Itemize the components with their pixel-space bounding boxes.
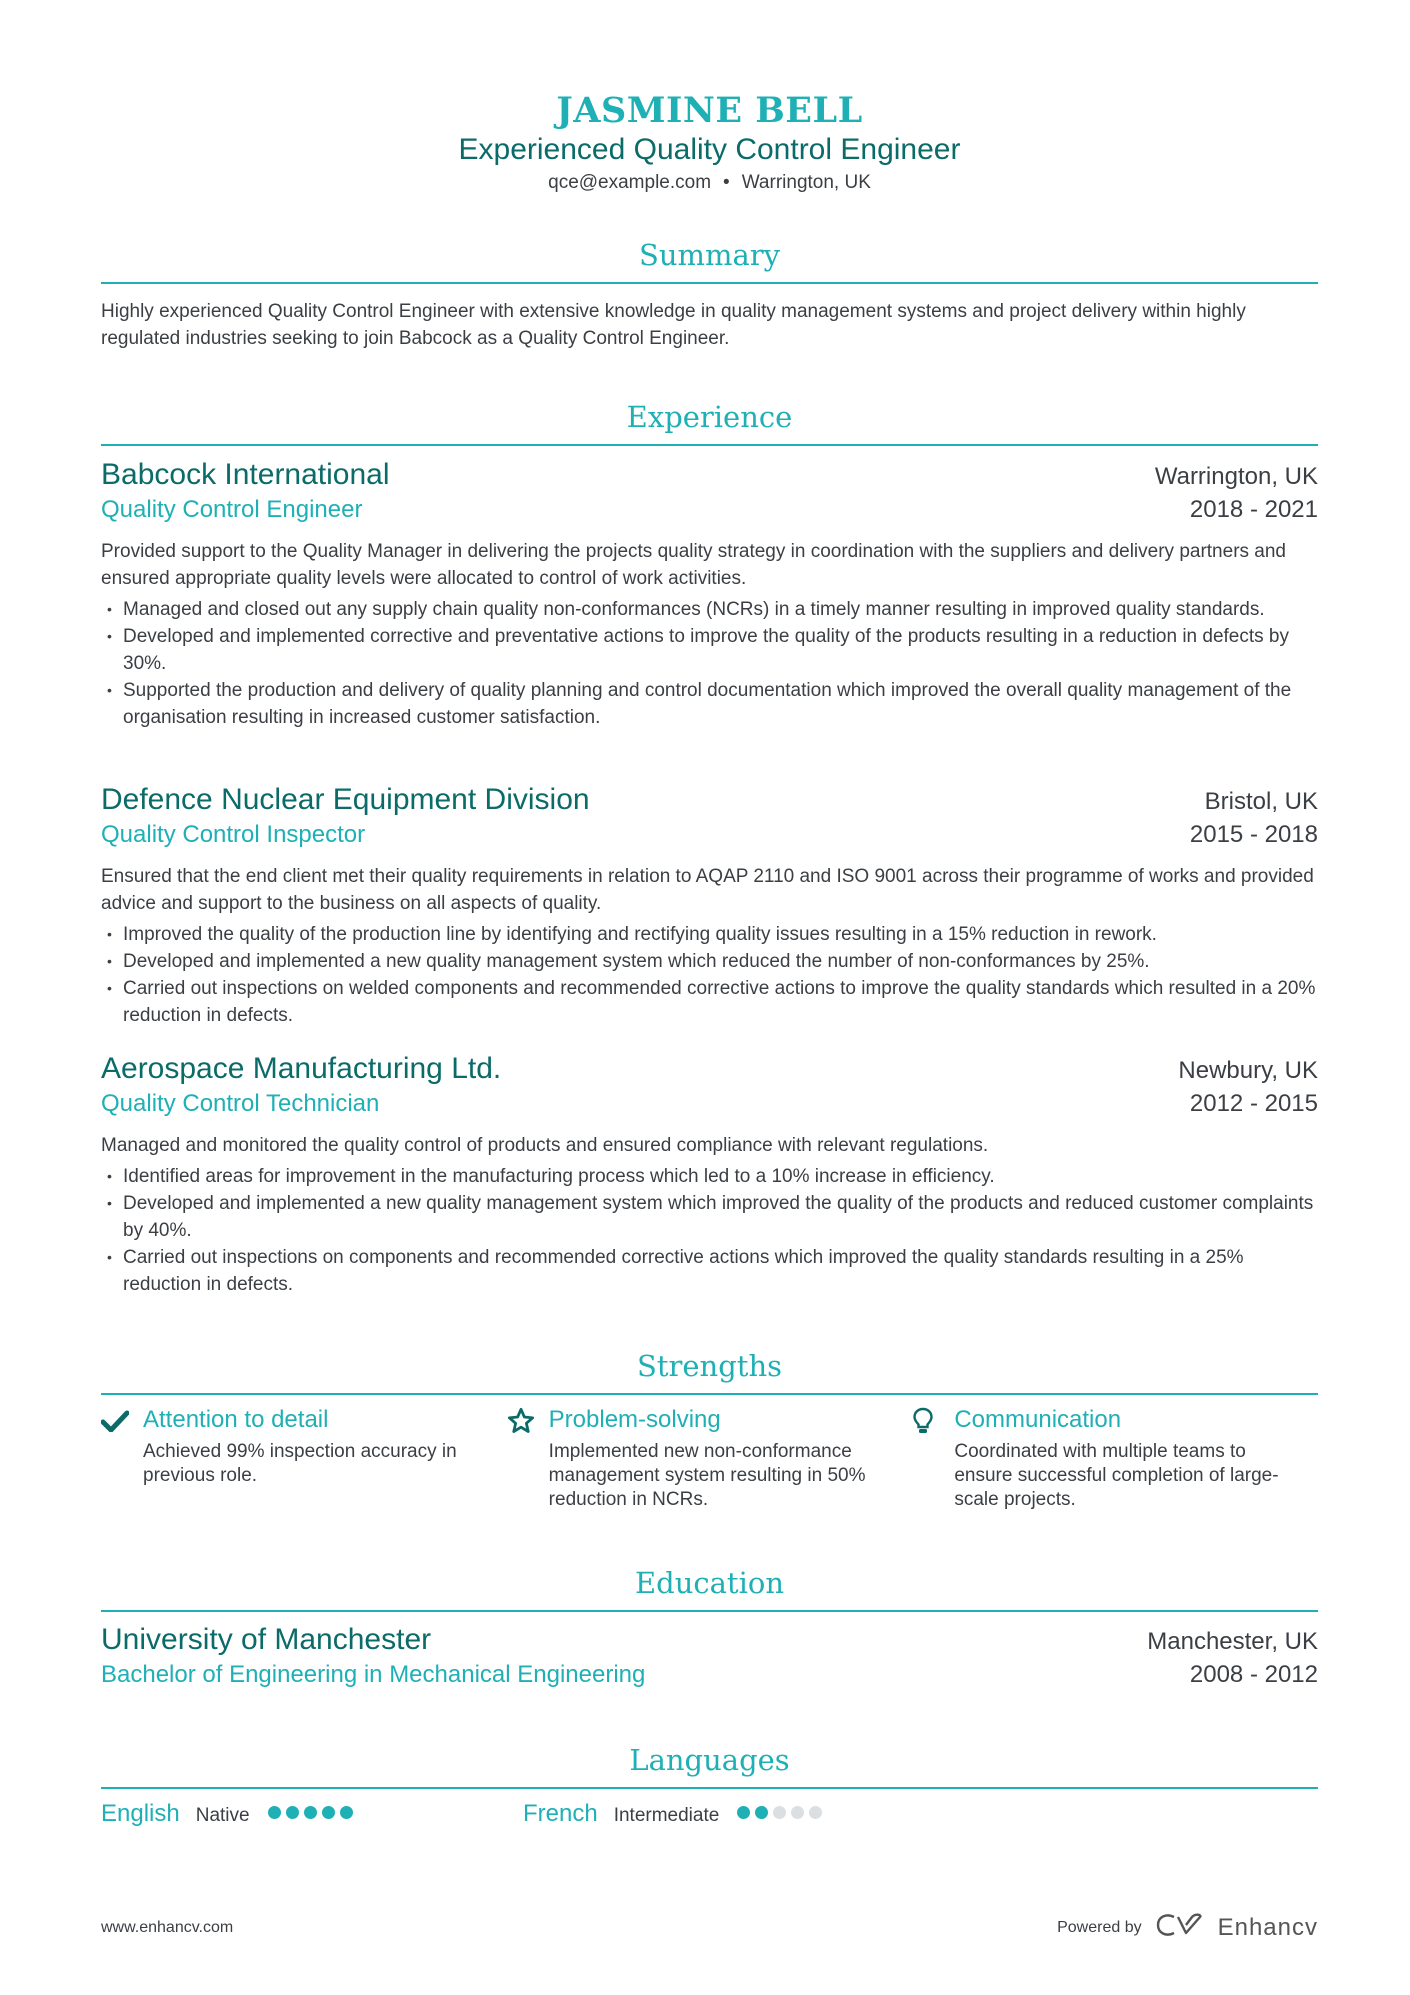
achievement-item: • Developed and implemented a new quality management system which improved the quality of the products and reduced customer complaints by 40%. [101,1190,1318,1244]
email-link[interactable]: qce@example.com [548,172,712,193]
dot-filled-icon [737,1806,750,1819]
strength-title: Problem-solving [548,1406,721,1433]
bullet-icon: • [107,980,112,996]
job-role: Quality Control Engineer [101,496,363,523]
strength-item [101,1406,507,1512]
star-icon [507,1406,549,1436]
section-heading-summary: Summary [638,238,781,272]
school-location: Manchester, UK [1147,1628,1318,1655]
bullet-icon: • [107,601,112,617]
bullet-icon: • [107,1195,112,1211]
section-divider [101,444,1318,446]
strength-title: Attention to detail [143,1406,329,1433]
achievement-item: • Carried out inspections on components and recommended corrective actions which improved the quality standards resulting in a 25% reduction in defects. [101,1244,1318,1298]
language-item [523,1800,945,1828]
achievement-item: • Improved the quality of the production line by identifying and rectifying quality issues resulting in a 15% reduction in rework. [101,921,1318,948]
achievement-item: • Developed and implemented a new quality management system which reduced the number of non-conformances by 25%. [101,948,1318,975]
experience-entry [101,783,1318,1029]
achievement-list [101,1163,1318,1298]
strength-item [507,1406,913,1512]
summary-text: Highly experienced Quality Control Engineer with extensive knowledge in quality management systems and project delivery within highly regulated industries seeking to join Babcock as a Quality Control Engineer. [101,301,1246,349]
achievement-list [101,921,1318,1029]
bullet-icon: • [107,682,112,698]
degree-name: Bachelor of Engineering in Mechanical Engineering [101,1661,646,1688]
section-divider [101,282,1318,284]
education-entry [101,1623,1318,1697]
separator-dot: • [723,172,730,193]
powered-by-label: Powered by [1057,1918,1142,1936]
job-dates: 2012 - 2015 [1189,1090,1318,1117]
job-dates: 2018 - 2021 [1189,496,1318,523]
dot-empty-icon [791,1806,804,1819]
achievement-item: • Supported the production and delivery of quality planning and control documentation which improved the overall quality management of the organisation resulting in increased customer satisfaction. [101,677,1318,731]
bullet-icon: • [107,628,112,644]
dot-filled-icon [755,1806,768,1819]
company-name: Defence Nuclear Equipment Division [101,783,590,816]
achievement-list [101,596,1318,731]
strength-description: Achieved 99% inspection accuracy in previous role. [143,1441,457,1486]
contact-line [101,172,1318,194]
website-link[interactable]: www.enhancv.com [101,1918,234,1936]
experience-entry [101,458,1318,731]
lightbulb-icon [912,1406,954,1436]
candidate-title: Experienced Quality Control Engineer [458,133,961,166]
job-role: Quality Control Inspector [101,821,366,848]
languages-list [101,1800,1318,1828]
bullet-icon: • [107,953,112,969]
dot-filled-icon [268,1806,281,1819]
section-divider [101,1393,1318,1395]
job-description: Ensured that the end client met their quality requirements in relation to AQAP 2110 and ISO 9001 across their programme of works and provided advice and support to the business on all aspects of quality. [101,866,1314,914]
achievement-item: • Identified areas for improvement in the manufacturing process which led to a 10% increase in efficiency. [101,1163,1318,1190]
strength-description: Implemented new non-conformance management system resulting in 50% reduction in NCRs. [548,1441,866,1510]
language-name: English [101,1800,180,1827]
proficiency-dots [737,1806,822,1819]
dot-empty-icon [773,1806,786,1819]
section-heading-experience: Experience [626,400,793,434]
achievement-item: • Managed and closed out any supply chain quality non-conformances (NCRs) in a timely manner resulting in improved quality standards. [101,596,1318,623]
enhancv-logo-icon [1156,1913,1204,1942]
experience-entry [101,1052,1318,1298]
strengths-list [101,1406,1318,1512]
language-item [101,1800,523,1828]
dot-filled-icon [286,1806,299,1819]
dot-filled-icon [322,1806,335,1819]
job-description: Provided support to the Quality Manager in delivering the projects quality strategy in coordination with the suppliers and delivery partners and ensured appropriate quality levels were allocated to control of work activities. [101,541,1286,589]
job-role: Quality Control Technician [101,1090,380,1117]
job-description: Managed and monitored the quality control of products and ensured compliance with relevant regulations. [101,1135,989,1156]
check-icon [101,1406,143,1436]
candidate-name: JASMINE BELL [556,90,863,131]
section-heading-strengths: Strengths [637,1349,782,1383]
language-level: Native [195,1805,250,1826]
page-footer [101,1913,1318,1942]
job-location: Newbury, UK [1178,1057,1318,1084]
company-name: Babcock International [101,458,390,491]
language-level: Intermediate [613,1805,720,1826]
section-heading-languages: Languages [629,1743,790,1777]
achievement-item: • Developed and implemented corrective and preventative actions to improve the quality of the products resulting in a reduction in defects by 30%. [101,623,1318,677]
section-divider [101,1787,1318,1789]
location-text: Warrington, UK [741,172,871,193]
school-name: University of Manchester [101,1623,432,1656]
strength-title: Communication [954,1406,1122,1433]
section-divider [101,1610,1318,1612]
job-location: Warrington, UK [1154,463,1318,490]
dot-empty-icon [809,1806,822,1819]
strength-item [912,1406,1318,1512]
brand-name: Enhancv [1217,1913,1318,1941]
education-dates: 2008 - 2012 [1189,1661,1318,1688]
powered-by [1057,1913,1318,1942]
language-name: French [523,1800,598,1827]
bullet-icon: • [107,1168,112,1184]
dot-filled-icon [304,1806,317,1819]
bullet-icon: • [107,926,112,942]
job-dates: 2015 - 2018 [1189,821,1318,848]
bullet-icon: • [107,1249,112,1265]
job-location: Bristol, UK [1204,788,1318,815]
strength-description: Coordinated with multiple teams to ensure successful completion of large-scale projects. [954,1441,1279,1510]
dot-filled-icon [340,1806,353,1819]
proficiency-dots [268,1806,353,1819]
section-heading-education: Education [634,1566,784,1600]
company-name: Aerospace Manufacturing Ltd. [101,1052,502,1085]
achievement-item: • Carried out inspections on welded components and recommended corrective actions to improve the quality standards which resulted in a 20% reduction in defects. [101,975,1318,1029]
